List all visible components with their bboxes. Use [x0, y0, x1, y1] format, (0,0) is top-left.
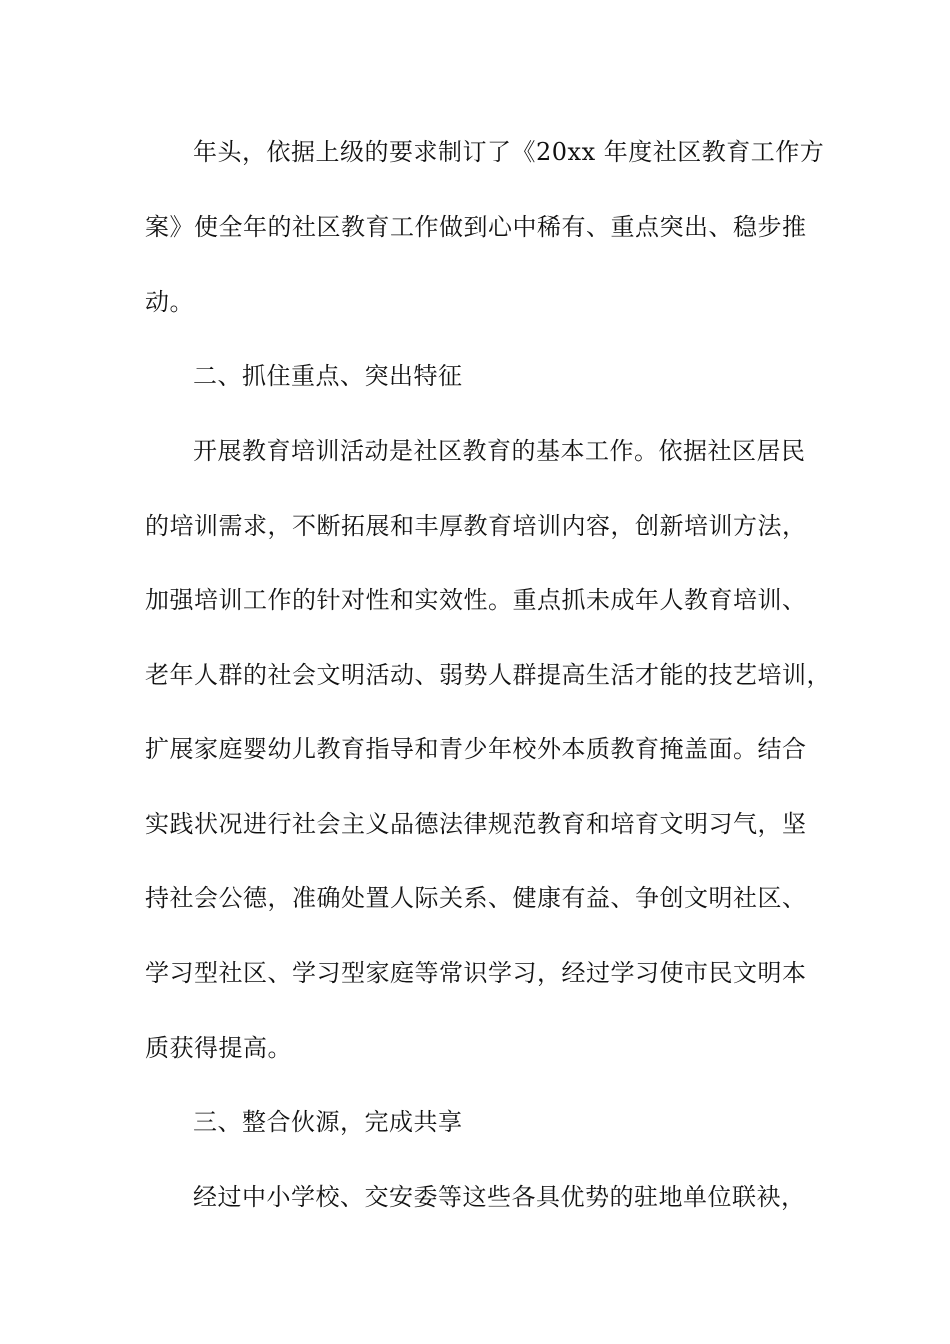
text-line: 年头，依据上级的要求制订了《20xx 年度社区教育工作方: [193, 138, 825, 166]
text-line: 持社会公德，准确处置人际关系、健康有益、争创文明社区、: [145, 884, 807, 912]
text-line: 老年人群的社会文明活动、弱势人群提高生活才能的技艺培训，: [145, 661, 831, 689]
text-line: 的培训需求，不断拓展和丰厚教育培训内容，创新培训方法，: [145, 512, 807, 540]
text-line: 案》使全年的社区教育工作做到心中稀有、重点突出、稳步推: [145, 213, 807, 241]
text-line: 开展教育培训活动是社区教育的基本工作。依据社区居民: [193, 437, 806, 465]
text-line: 扩展家庭婴幼儿教育指导和青少年校外本质教育掩盖面。结合: [145, 735, 807, 763]
text-line: 经过中小学校、交安委等这些各具优势的驻地单位联袂，: [193, 1183, 806, 1211]
text-line: 质获得提高。: [145, 1034, 292, 1062]
section-heading: 二、抓住重点、突出特征: [193, 362, 463, 390]
text-line: 学习型社区、学习型家庭等常识学习，经过学习使市民文明本: [145, 959, 807, 987]
text-line: 实践状况进行社会主义品德法律规范教育和培育文明习气，坚: [145, 810, 807, 838]
text-line: 动。: [145, 288, 194, 316]
section-heading: 三、整合伙源，完成共享: [193, 1108, 463, 1136]
text-line: 加强培训工作的针对性和实效性。重点抓未成年人教育培训、: [145, 586, 807, 614]
